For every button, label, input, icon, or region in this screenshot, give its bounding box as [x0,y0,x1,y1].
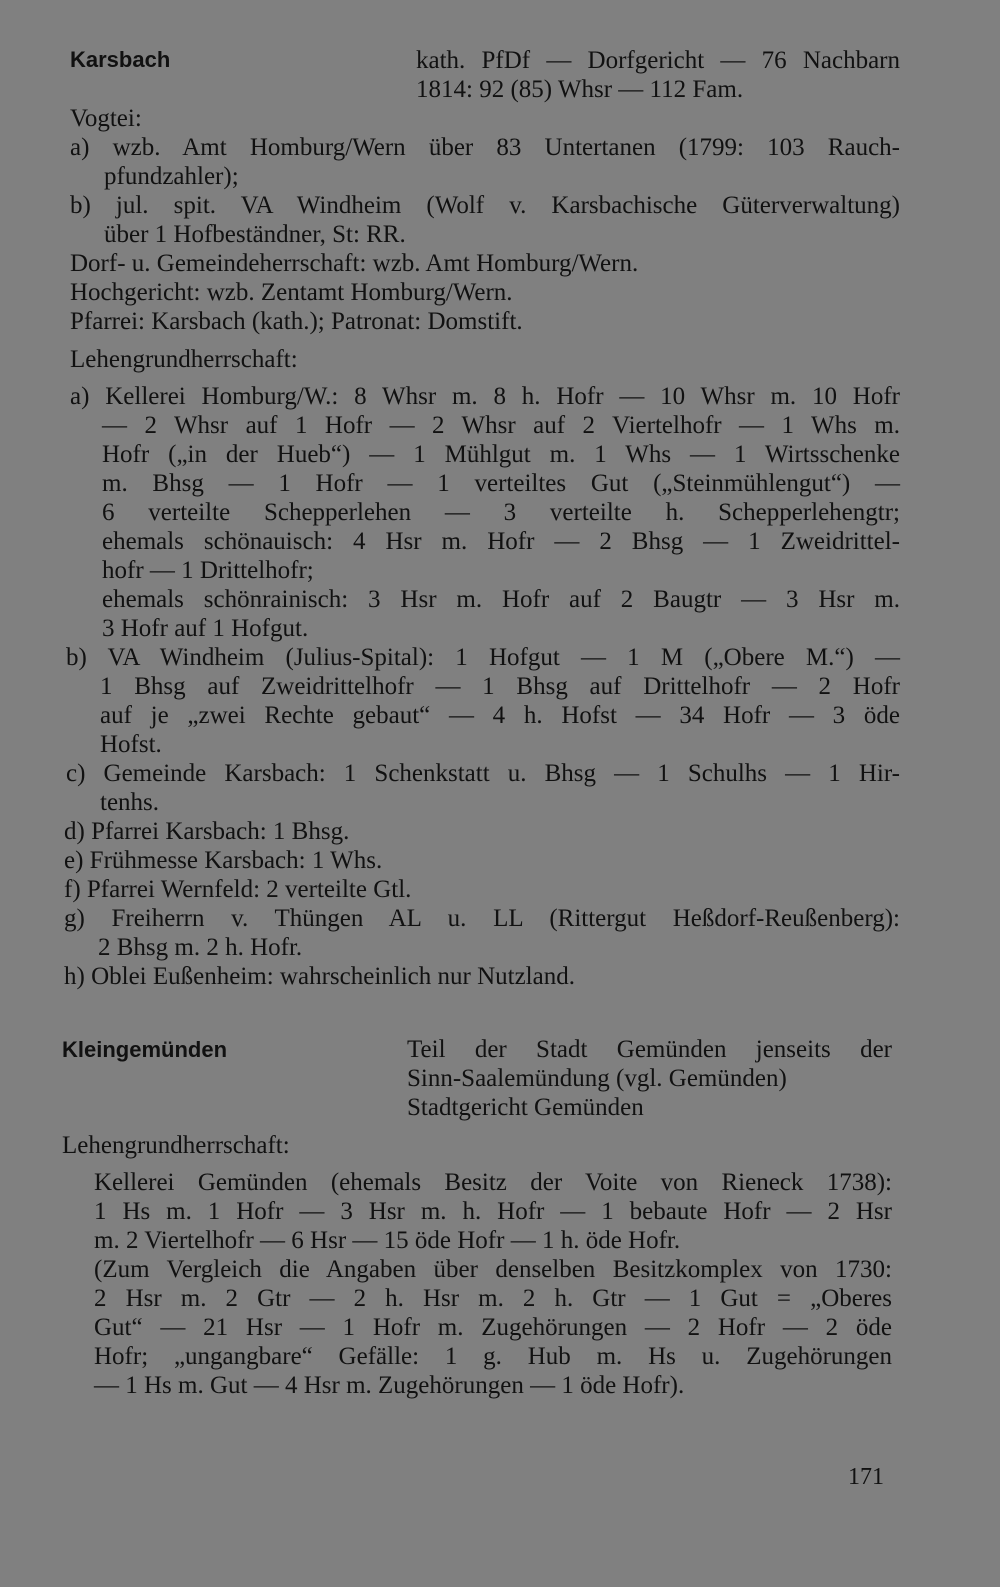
kleingemuenden-info-line: Sinn-Saalemündung (vgl. Gemünden) [407,1065,787,1092]
lehen-line: 6 verteilte Schepperlehen — 3 verteilte h. Schepperlehengtr; [102,499,900,526]
lehen-line: h) Oblei Eußenheim: wahrscheinlich nur Nutzland. [64,963,575,990]
kleingemuenden-info-line: Teil der Stadt Gemünden jenseits der [407,1036,892,1063]
vogtei-line: Pfarrei: Karsbach (kath.); Patronat: Domstift. [70,308,523,335]
lehen-line: m. 2 Viertelhofr — 6 Hsr — 15 öde Hofr — 1 h. öde Hofr. [94,1227,681,1254]
lehen-line: Kellerei Gemünden (ehemals Besitz der Voite von Rieneck 1738): [94,1169,892,1196]
vogtei-line: über 1 Hofbeständner, St: RR. [104,221,406,248]
lehen-line: ehemals schönauisch: 4 Hsr m. Hofr — 2 Bhsg — 1 Zweidrittel- [102,528,900,555]
lehen-line: Gut“ — 21 Hsr — 1 Hofr m. Zugehörungen — 2 Hofr — 2 öde [94,1314,892,1341]
lehen-line: Hofst. [100,731,162,758]
lehen-line: 1 Bhsg auf Zweidrittelhofr — 1 Bhsg auf Drittelhofr — 2 Hofr [100,673,900,700]
lehen-line: 2 Hsr m. 2 Gtr — 2 h. Hsr m. 2 h. Gtr — 1 Gut = „Oberes [94,1285,892,1312]
entry-title-kleingemuenden: Kleingemünden [62,1037,228,1062]
karsbach-info-line: 1814: 92 (85) Whsr — 112 Fam. [416,76,744,103]
section-heading-lehengrundherrschaft: Lehengrundherrschaft: [62,1132,290,1159]
entry-title-karsbach: Karsbach [70,47,171,72]
lehen-line: m. Bhsg — 1 Hofr — 1 verteiltes Gut („Steinmühlengut“) — [102,470,900,497]
lehen-line: (Zum Vergleich die Angaben über denselben Besitzkomplex von 1730: [94,1256,892,1283]
vogtei-line: a) wzb. Amt Homburg/Wern über 83 Untertanen (1799: 103 Rauch- [70,134,900,161]
lehen-line: — 1 Hs m. Gut — 4 Hsr m. Zugehörungen — 1 öde Hofr). [94,1372,685,1399]
lehen-line: — 2 Whsr auf 1 Hofr — 2 Whsr auf 2 Viertelhofr — 1 Whs m. [102,412,900,439]
lehen-line: 2 Bhsg m. 2 h. Hofr. [98,934,303,961]
section-heading-lehengrundherrschaft: Lehengrundherrschaft: [70,346,298,373]
section-heading-vogtei: Vogtei: [70,105,142,132]
vogtei-line: Hochgericht: wzb. Zentamt Homburg/Wern. [70,279,513,306]
lehen-line: auf je „zwei Rechte gebaut“ — 4 h. Hofst — 34 Hofr — 3 öde [100,702,900,729]
page-number: 171 [848,1464,884,1490]
lehen-line: g) Freiherrn v. Thüngen AL u. LL (Rittergut Heßdorf-Reußenberg): [64,905,900,932]
lehen-line: ehemals schönrainisch: 3 Hsr m. Hofr auf 2 Baugtr — 3 Hsr m. [102,586,900,613]
lehen-line: 1 Hs m. 1 Hofr — 3 Hsr m. h. Hofr — 1 bebaute Hofr — 2 Hsr [94,1198,892,1225]
lehen-line: tenhs. [100,789,160,816]
lehen-line: hofr — 1 Drittelhofr; [102,557,314,584]
lehen-line: f) Pfarrei Wernfeld: 2 verteilte Gtl. [64,876,412,903]
vogtei-line: b) jul. spit. VA Windheim (Wolf v. Karsbachische Güterverwaltung) [70,192,900,219]
lehen-line: Hofr („in der Hueb“) — 1 Mühlgut m. 1 Whs — 1 Wirtsschenke [102,441,900,468]
lehen-line: d) Pfarrei Karsbach: 1 Bhsg. [64,818,350,845]
lehen-line: b) VA Windheim (Julius-Spital): 1 Hofgut — 1 M („Obere M.“) — [66,644,900,671]
lehen-line: e) Frühmesse Karsbach: 1 Whs. [64,847,383,874]
lehen-line: c) Gemeinde Karsbach: 1 Schenkstatt u. Bhsg — 1 Schulhs — 1 Hir- [66,760,900,787]
vogtei-line: Dorf- u. Gemeindeherrschaft: wzb. Amt Homburg/Wern. [70,250,639,277]
lehen-line: 3 Hofr auf 1 Hofgut. [102,615,309,642]
kleingemuenden-info-line: Stadtgericht Gemünden [407,1094,644,1121]
vogtei-line: pfundzahler); [104,163,239,190]
karsbach-info-line: kath. PfDf — Dorfgericht — 76 Nachbarn [416,47,900,74]
lehen-line: a) Kellerei Homburg/W.: 8 Whsr m. 8 h. Hofr — 10 Whsr m. 10 Hofr [70,383,900,410]
lehen-line: Hofr; „ungangbare“ Gefälle: 1 g. Hub m. Hs u. Zugehörungen [94,1343,892,1370]
